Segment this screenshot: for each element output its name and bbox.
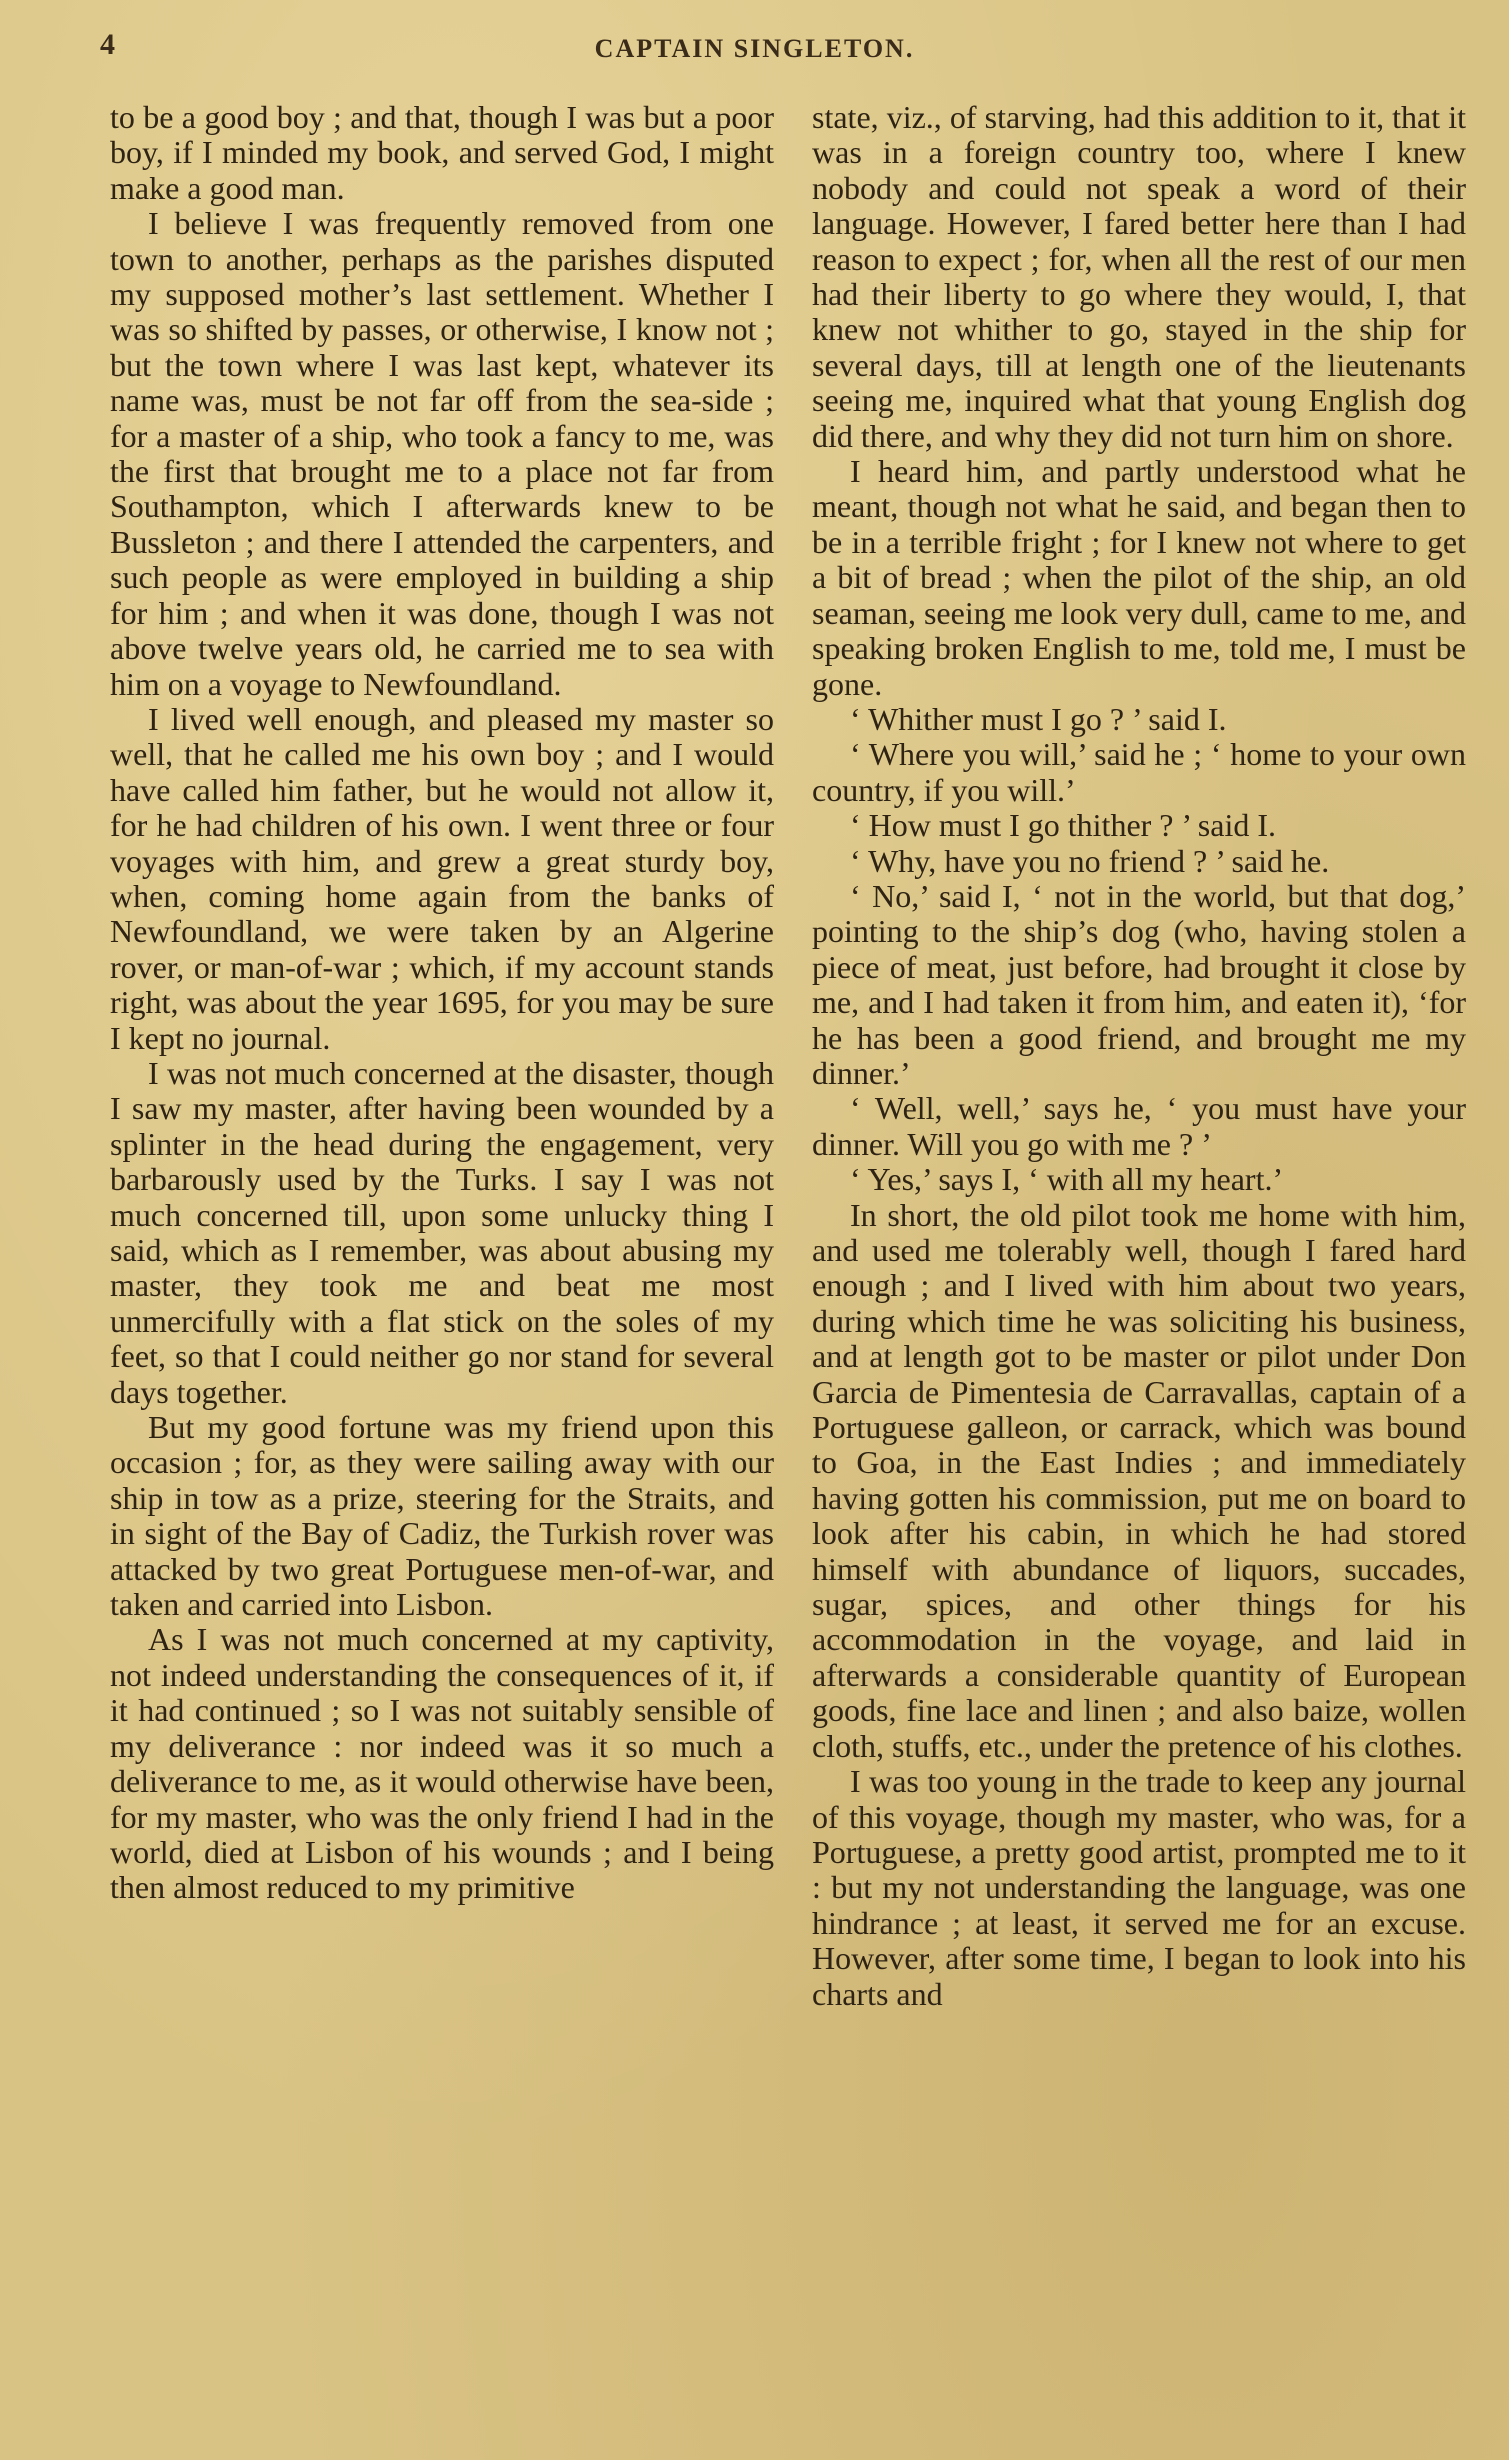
- paragraph: As I was not much concerned at my captivity, not indeed understanding the consequences of it, if it had continued ; so I was not suitably sensible of my deliverance : nor indeed was it so much a deliverance to me, as it would otherwise have been, for my master, who was the only friend I had in the world, died at Lisbon of his wounds ; and I being then almost reduced to my primitive: [110, 1621, 774, 1906]
- paragraph: But my good fortune was my friend upon this occasion ; for, as they were sailing away with our ship in tow as a prize, steering for the Straits, and in sight of the Bay of Cadiz, the Turkish rover was attacked by two great Portuguese men-of-war, and taken and carried into Lisbon.: [110, 1409, 774, 1623]
- paragraph: I believe I was frequently removed from one town to another, perhaps as the parishes disputed my supposed mother’s last settlement. Whether I was so shifted by passes, or otherwise, I know not ; but the town where I was last kept, whatever its name was, must be not far off from the sea-side ; for a master of a ship, who took a fancy to me, was the first that brought me to a place not far from Southampton, which I afterwards knew to be Bussleton ; and there I attended the carpenters, and such people as were employed in building a ship for him ; and when it was done, though I was not above twelve years old, he carried me to sea with him on a voyage to Newfoundland.: [110, 205, 774, 702]
- paragraph: I lived well enough, and pleased my master so well, that he called me his own boy ; and I would have called him father, but he would not allow it, for he had children of his own. I went three or four voyages with him, and grew a great sturdy boy, when, coming home again from the banks of Newfoundland, we were taken by an Algerine rover, or man-of-war ; which, if my account stands right, was about the year 1695, for you may be sure I kept no journal.: [110, 700, 774, 1056]
- paragraph: In short, the old pilot took me home with him, and used me tolerably well, though I fared hard enough ; and I lived with him about two years, during which time he was soliciting his business, and at length got to be master or pilot under Don Garcia de Pimentesia de Carravallas, captain of a Portuguese galleon, or carrack, which was bound to Goa, in the East Indies ; and immediately having gotten his commission, put me on board to look after his cabin, in which he had stored himself with abundance of liquors, succades, sugar, spices, and other things for his accommodation in the voyage, and laid in afterwards a considerable quantity of European goods, fine lace and linen ; and also baize, wollen cloth, stuffs, etc., under the pretence of his clothes.: [812, 1196, 1466, 1764]
- paragraph: ‘ No,’ said I, ‘ not in the world, but that dog,’ pointing to the ship’s dog (who, having stolen a piece of meat, just before, had brought it close by me, and I had taken it from him, and eaten it), ‘for he has been a good friend, and brought me my dinner.’: [812, 877, 1466, 1091]
- paragraph: to be a good boy ; and that, though I was but a poor boy, if I minded my book, and served God, I might make a good man.: [110, 100, 774, 206]
- left-column: [110, 100, 774, 2420]
- paragraph: I was too young in the trade to keep any journal of this voyage, though my master, who was, for a Portuguese, a pretty good artist, prompted me to it : but my not understanding the language, was one hindrance ; at least, it served me for an excuse. However, after some time, I began to look into his charts and: [812, 1763, 1466, 2012]
- paragraph: ‘ Why, have you no friend ? ’ said he.: [850, 842, 1330, 879]
- page-number: 4: [100, 28, 115, 61]
- paragraph: ‘ Whither must I go ? ’ said I.: [850, 700, 1227, 737]
- paragraph: I was not much concerned at the disaster, though I saw my master, after having been wounded by a splinter in the head during the engagement, very barbarously used by the Turks. I say I was not much concerned till, upon some unlucky thing I said, which as I remember, was about abusing my master, they took me and beat me most unmercifully with a flat stick on the soles of my feet, so that I could neither go nor stand for several days together.: [110, 1054, 774, 1410]
- paragraph: ‘ How must I go thither ? ’ said I.: [850, 807, 1276, 844]
- right-column: [812, 100, 1466, 2420]
- paragraph: ‘ Yes,’ says I, ‘ with all my heart.’: [850, 1161, 1284, 1198]
- paragraph: state, viz., of starving, had this addition to it, that it was in a foreign country too, where I knew nobody and could not speak a word of their language. However, I fared better here than I had reason to expect ; for, when all the rest of our men had their liberty to go where they would, I, that knew not whither to go, stayed in the ship for several days, till at length one of the lieutenants seeing me, inquired what that young English dog did there, and why they did not turn him on shore.: [812, 100, 1466, 454]
- paragraph: ‘ Where you will,’ said he ; ‘ home to your own country, if you will.’: [812, 736, 1466, 808]
- paragraph: ‘ Well, well,’ says he, ‘ you must have your dinner. Will you go with me ? ’: [812, 1090, 1466, 1162]
- running-head: CAPTAIN SINGLETON.: [594, 34, 915, 63]
- paragraph: I heard him, and partly understood what he meant, though not what he said, and began then to be in a terrible fright ; for I knew not where to get a bit of bread ; when the pilot of the ship, an old seaman, seeing me look very dull, came to me, and speaking broken English to me, told me, I must be gone.: [812, 453, 1466, 702]
